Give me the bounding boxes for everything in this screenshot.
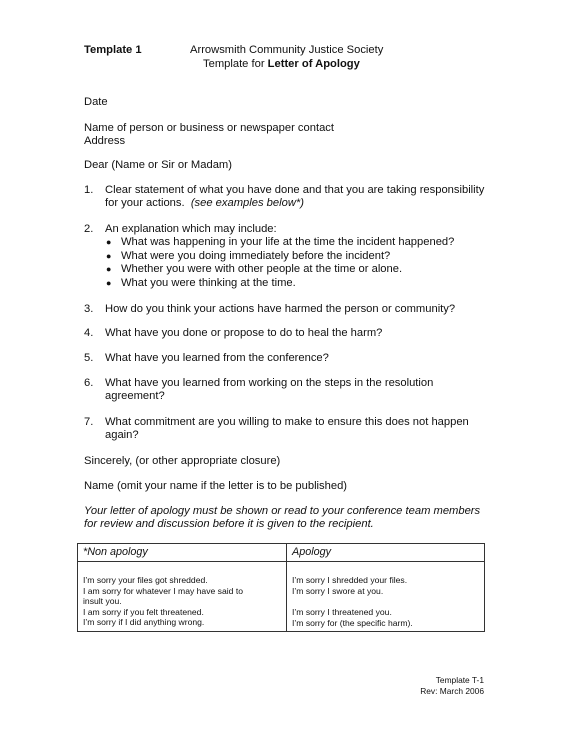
item-text-part: for your actions. (105, 197, 185, 209)
table-line: I’m sorry I shredded your files. (292, 575, 408, 585)
recipient-line-1: Name of person or business or newspaper contact (84, 122, 334, 134)
item-number: 7. (84, 416, 94, 428)
item-text-italic: (see examples below*) (190, 197, 304, 209)
subtitle-prefix: Template for (203, 58, 268, 70)
recipient-line-2: Address (84, 135, 126, 147)
table-header-row (78, 544, 485, 562)
name-line: Name (omit your name if the letter is to be published) (84, 480, 348, 492)
item-text: What commitment are you willing to make to ensure this does not happen (105, 416, 469, 428)
item-text: What have you learned from working on the steps in the resolution (105, 377, 434, 389)
table-line: insult you. (83, 596, 122, 606)
footer-template-id: Template T-1 (435, 675, 484, 685)
column-header-apology: Apology (287, 544, 485, 562)
table-line: I’m sorry your files got shredded. (83, 575, 208, 585)
item-text-continued: again? (105, 429, 139, 441)
item-text: What have you done or propose to do to heal the harm? (105, 327, 383, 339)
note-line-1: Your letter of apology must be shown or read to your conference team members (84, 505, 481, 517)
note-line-2: for review and discussion before it is given to the recipient. (84, 518, 374, 530)
closing: Sincerely, (or other appropriate closure) (84, 455, 281, 467)
item-number: 4. (84, 327, 94, 339)
item-text-continued: agreement? (105, 390, 165, 402)
table-line: I’m sorry I threatened you. (292, 607, 392, 617)
item-number: 6. (84, 377, 94, 389)
item-text: What have you learned from the conference? (105, 352, 329, 364)
table-line: I’m sorry for (the specific harm). (292, 617, 413, 628)
date-line: Date (84, 96, 108, 108)
table-line: I’m sorry I swore at you. (292, 585, 384, 596)
item-text: How do you think your actions have harmed the person or community? (105, 303, 456, 315)
table-line-spacer (292, 596, 479, 607)
item-text-continued (105, 197, 304, 209)
comparison-table (77, 543, 485, 632)
bullet-text: Whether you were with other people at the time or alone. (121, 263, 403, 275)
item-number: 5. (84, 352, 94, 364)
table-row (78, 562, 485, 632)
template-label: Template 1 (84, 44, 142, 56)
item-number: 1. (84, 184, 94, 196)
bullet-text: What you were thinking at the time. (121, 277, 296, 289)
footer-revision: Rev: March 2006 (420, 686, 484, 696)
table-line: I am sorry for whatever I may have said to (83, 585, 243, 596)
column-header-non-apology: *Non apology (78, 544, 287, 562)
item-text: Clear statement of what you have done and that you are taking responsibility (105, 184, 485, 196)
document-subtitle (203, 58, 360, 70)
bullet-icon: ● (106, 251, 112, 261)
item-number: 2. (84, 223, 94, 235)
bullet-icon: ● (106, 278, 112, 288)
non-apology-cell (78, 562, 287, 632)
item-number: 3. (84, 303, 94, 315)
apology-cell (287, 562, 485, 632)
item-text: An explanation which may include: (105, 223, 277, 235)
bullet-text: What were you doing immediately before the incident? (121, 250, 391, 262)
bullet-text: What was happening in your life at the time the incident happened? (121, 236, 455, 248)
bullet-icon: ● (106, 264, 112, 274)
subtitle-bold: Letter of Apology (267, 58, 360, 70)
bullet-icon: ● (106, 237, 112, 247)
table-line: I am sorry if you felt threatened. (83, 606, 204, 617)
table-line: I’m sorry if I did anything wrong. (83, 617, 205, 627)
organization-name: Arrowsmith Community Justice Society (190, 44, 384, 56)
salutation: Dear (Name or Sir or Madam) (84, 159, 232, 171)
